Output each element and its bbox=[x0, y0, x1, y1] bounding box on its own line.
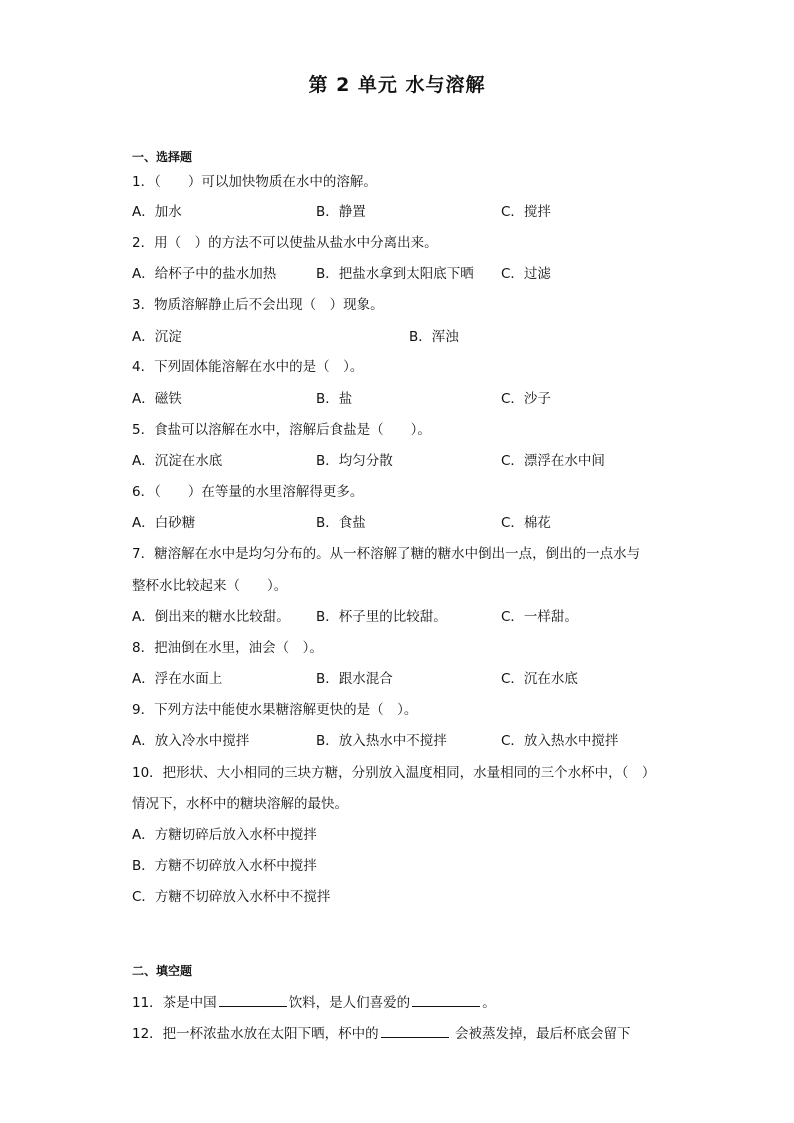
option-b: B．把盐水拿到太阳底下晒 bbox=[316, 266, 474, 282]
option-a: A．沉淀 bbox=[132, 329, 182, 345]
option-c: C．沙子 bbox=[501, 391, 551, 407]
fill-text: 会被蒸发掉，最后杯底会留下 bbox=[450, 1026, 631, 1042]
option-c: C．过滤 bbox=[501, 266, 551, 282]
answer-blank[interactable] bbox=[219, 992, 287, 1007]
answer-blank[interactable] bbox=[381, 1023, 449, 1038]
option-a: A．加水 bbox=[132, 204, 182, 220]
option-c: C．搅拌 bbox=[501, 204, 551, 220]
option-b: B．盐 bbox=[316, 391, 353, 407]
option-b: B．均匀分散 bbox=[316, 453, 393, 469]
question-stem-line: 情况下，水杯中的糖块溶解的最快。 bbox=[132, 796, 348, 812]
option-c: C．沉在水底 bbox=[501, 671, 578, 687]
option-b: B．方糖不切碎放入水杯中搅拌 bbox=[132, 858, 317, 874]
section-heading-choice: 一、选择题 bbox=[132, 150, 193, 164]
option-a: A．给杯子中的盐水加热 bbox=[132, 266, 277, 282]
question-stem-line: 10．把形状、大小相同的三块方糖，分别放入温度相同，水量相同的三个水杯中，（ ） bbox=[132, 765, 656, 781]
fill-question bbox=[132, 1023, 630, 1044]
fill-text: 饮料，是人们喜爱的 bbox=[288, 995, 411, 1011]
option-b: B．放入热水中不搅拌 bbox=[316, 733, 447, 749]
fill-text: 12．把一杯浓盐水放在太阳下晒，杯中的 bbox=[132, 1026, 379, 1042]
question-stem: 3．物质溶解静止后不会出现（ ）现象。 bbox=[132, 297, 384, 313]
option-c: C．一样甜。 bbox=[501, 609, 578, 625]
option-a: A．磁铁 bbox=[132, 391, 182, 407]
option-b: B．跟水混合 bbox=[316, 671, 393, 687]
fill-text: 。 bbox=[482, 995, 496, 1011]
option-a: A．白砂糖 bbox=[132, 515, 196, 531]
option-b: B．杯子里的比较甜。 bbox=[316, 609, 447, 625]
question-stem: 2．用（ ）的方法不可以使盐从盐水中分离出来。 bbox=[132, 235, 438, 251]
question-stem: 6．（ ）在等量的水里溶解得更多。 bbox=[132, 484, 364, 500]
section-heading-fill: 二、填空题 bbox=[132, 964, 193, 978]
answer-blank[interactable] bbox=[412, 992, 480, 1007]
question-stem: 5．食盐可以溶解在水中，溶解后食盐是（ ）。 bbox=[132, 422, 431, 438]
page-title: 第 2 单元 水与溶解 bbox=[308, 74, 486, 96]
question-stem: 9．下列方法中能使水果糖溶解更快的是（ ）。 bbox=[132, 702, 418, 718]
question-stem-line: 整杯水比较起来（ ）。 bbox=[132, 578, 288, 594]
fill-question bbox=[132, 992, 496, 1013]
fill-text: 11．茶是中国 bbox=[132, 995, 217, 1011]
option-c: C．漂浮在水中间 bbox=[501, 453, 605, 469]
option-c: C．方糖不切碎放入水杯中不搅拌 bbox=[132, 889, 331, 905]
option-b: B．静置 bbox=[316, 204, 366, 220]
option-a: A．放入冷水中搅拌 bbox=[132, 733, 250, 749]
question-stem-line: 7．糖溶解在水中是均匀分布的。从一杯溶解了糖的糖水中倒出一点，倒出的一点水与 bbox=[132, 546, 641, 562]
option-a: A．浮在水面上 bbox=[132, 671, 223, 687]
question-stem: 8．把油倒在水里，油会（ ）。 bbox=[132, 640, 323, 656]
option-a: A．沉淀在水底 bbox=[132, 453, 223, 469]
option-c: C．棉花 bbox=[501, 515, 551, 531]
question-stem: 4．下列固体能溶解在水中的是（ ）。 bbox=[132, 359, 364, 375]
option-a: A．倒出来的糖水比较甜。 bbox=[132, 609, 290, 625]
option-b: B．浑浊 bbox=[409, 329, 459, 345]
option-b: B．食盐 bbox=[316, 515, 366, 531]
option-a: A．方糖切碎后放入水杯中搅拌 bbox=[132, 827, 317, 843]
question-stem: 1．（ ）可以加快物质在水中的溶解。 bbox=[132, 174, 377, 190]
option-c: C．放入热水中搅拌 bbox=[501, 733, 619, 749]
